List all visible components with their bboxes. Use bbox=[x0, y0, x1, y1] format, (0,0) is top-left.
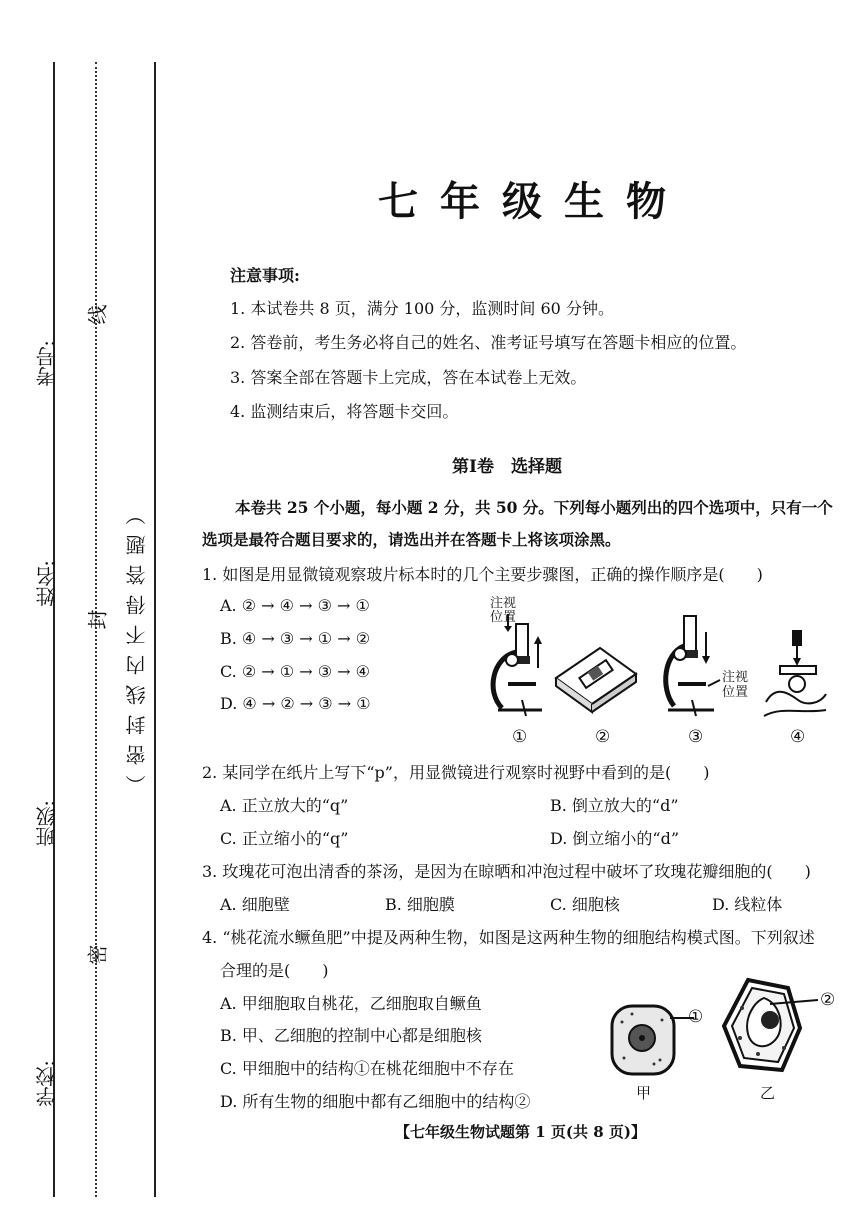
q3-option-a: A. 细胞壁 bbox=[220, 895, 290, 914]
q2-option-a: A. 正立放大的“q” bbox=[220, 796, 349, 815]
notice-item-3: 3. 答案全部在答题卡上完成，答在本试卷上无效。 bbox=[230, 368, 587, 387]
q3-stem: 3. 玫瑰花可泡出清香的茶汤，是因为在晾晒和冲泡过程中破坏了玫瑰花瓣细胞的( ) bbox=[202, 862, 811, 881]
q2-option-d: D. 倒立缩小的“d” bbox=[550, 829, 680, 848]
q2-option-c: C. 正立缩小的“q” bbox=[220, 829, 349, 848]
q3-option-d: D. 线粒体 bbox=[712, 895, 783, 914]
microscope-step2-icon bbox=[550, 640, 640, 710]
section-intro-line1: 本卷共 25 个小题，每小题 2 分，共 50 分。下列每小题列出的四个选项中，只有一个 bbox=[235, 498, 833, 517]
q2-stem: 2. 某同学在纸片上写下“p”，用显微镜进行观察时视野中看到的是( ) bbox=[202, 763, 710, 782]
q4-option-d: D. 所有生物的细胞中都有乙细胞中的结构② bbox=[220, 1092, 531, 1111]
notice-heading: 注意事项: bbox=[230, 266, 300, 285]
q4-option-c: C. 甲细胞中的结构①在桃花细胞中不存在 bbox=[220, 1059, 514, 1078]
plant-cell-icon bbox=[718, 974, 818, 1074]
q4-option-a: A. 甲细胞取自桃花，乙细胞取自鳜鱼 bbox=[220, 994, 482, 1013]
binding-line-dotted bbox=[95, 62, 97, 1197]
school-label: 学校: bbox=[35, 1060, 59, 1107]
q4-stem-line2: 合理的是( ) bbox=[220, 961, 329, 980]
q3-option-c: C. 细胞核 bbox=[550, 895, 620, 914]
notice-item-4: 4. 监测结束后，将答题卡交回。 bbox=[230, 402, 459, 421]
page-title: 七年级生物 bbox=[378, 178, 688, 225]
watch-label-3a: 注视 bbox=[722, 670, 749, 685]
seal-note: （密封线内不得答题） bbox=[125, 495, 149, 795]
q1-option-d: D. ④ → ② → ③ → ① bbox=[220, 694, 371, 713]
step-label-1: ① bbox=[512, 727, 528, 747]
animal-cell-icon bbox=[608, 1000, 688, 1078]
q4-option-b: B. 甲、乙细胞的控制中心都是细胞核 bbox=[220, 1026, 482, 1045]
q1-stem: 1. 如图是用显微镜观察玻片标本时的几个主要步骤图，正确的操作顺序是( ) bbox=[202, 565, 763, 584]
q1-option-a: A. ② → ④ → ③ → ① bbox=[220, 596, 370, 615]
step-label-3: ③ bbox=[688, 727, 704, 747]
microscope-step3-icon bbox=[660, 612, 730, 722]
notice-item-2: 2. 答卷前，考生务必将自己的姓名、准考证号填写在答题卡相应的位置。 bbox=[230, 333, 747, 352]
watch-label-1a: 注视 bbox=[490, 596, 517, 611]
cell-label-1: ① bbox=[688, 1007, 704, 1027]
q1-option-b: B. ④ → ③ → ① → ② bbox=[220, 629, 371, 648]
cell-a-name: 甲 bbox=[636, 1084, 652, 1102]
binding-line-right bbox=[154, 62, 156, 1197]
q1-option-c: C. ② → ① → ③ → ④ bbox=[220, 662, 370, 681]
microscope-step1-icon bbox=[482, 612, 552, 722]
q2-option-b: B. 倒立放大的“d” bbox=[550, 796, 679, 815]
name-label: 姓名: bbox=[35, 560, 59, 607]
section-intro-line2: 选项是最符合题目要求的，请选出并在答题卡上将该项涂黑。 bbox=[202, 530, 621, 549]
watch-label-3b: 位置 bbox=[722, 685, 749, 700]
cell-label-2: ② bbox=[820, 990, 836, 1010]
step-label-2: ② bbox=[595, 727, 611, 747]
watch-label-1b: 位置 bbox=[490, 610, 517, 625]
q4-stem-line1: 4. “桃花流水鳜鱼肥”中提及两种生物，如图是这两种生物的细胞结构模式图。下列叙述 bbox=[202, 928, 815, 947]
seal-char-dense: 密 bbox=[85, 944, 110, 965]
seal-char-seal: 封 bbox=[85, 609, 110, 630]
class-label: 班级: bbox=[35, 800, 59, 847]
q3-option-b: B. 细胞膜 bbox=[385, 895, 455, 914]
step-label-4: ④ bbox=[790, 727, 806, 747]
exam-number-label: 考号: bbox=[35, 340, 59, 387]
section-title: 第Ⅰ卷 选择题 bbox=[452, 457, 562, 477]
cell-b-name: 乙 bbox=[760, 1084, 776, 1102]
microscope-step4-icon bbox=[762, 622, 828, 722]
binding-line-left bbox=[53, 62, 55, 1197]
page-footer: 【七年级生物试题第 1 页(共 8 页)】 bbox=[395, 1123, 646, 1141]
notice-item-1: 1. 本试卷共 8 页，满分 100 分，监测时间 60 分钟。 bbox=[230, 299, 614, 318]
seal-char-line: 线 bbox=[85, 304, 110, 325]
